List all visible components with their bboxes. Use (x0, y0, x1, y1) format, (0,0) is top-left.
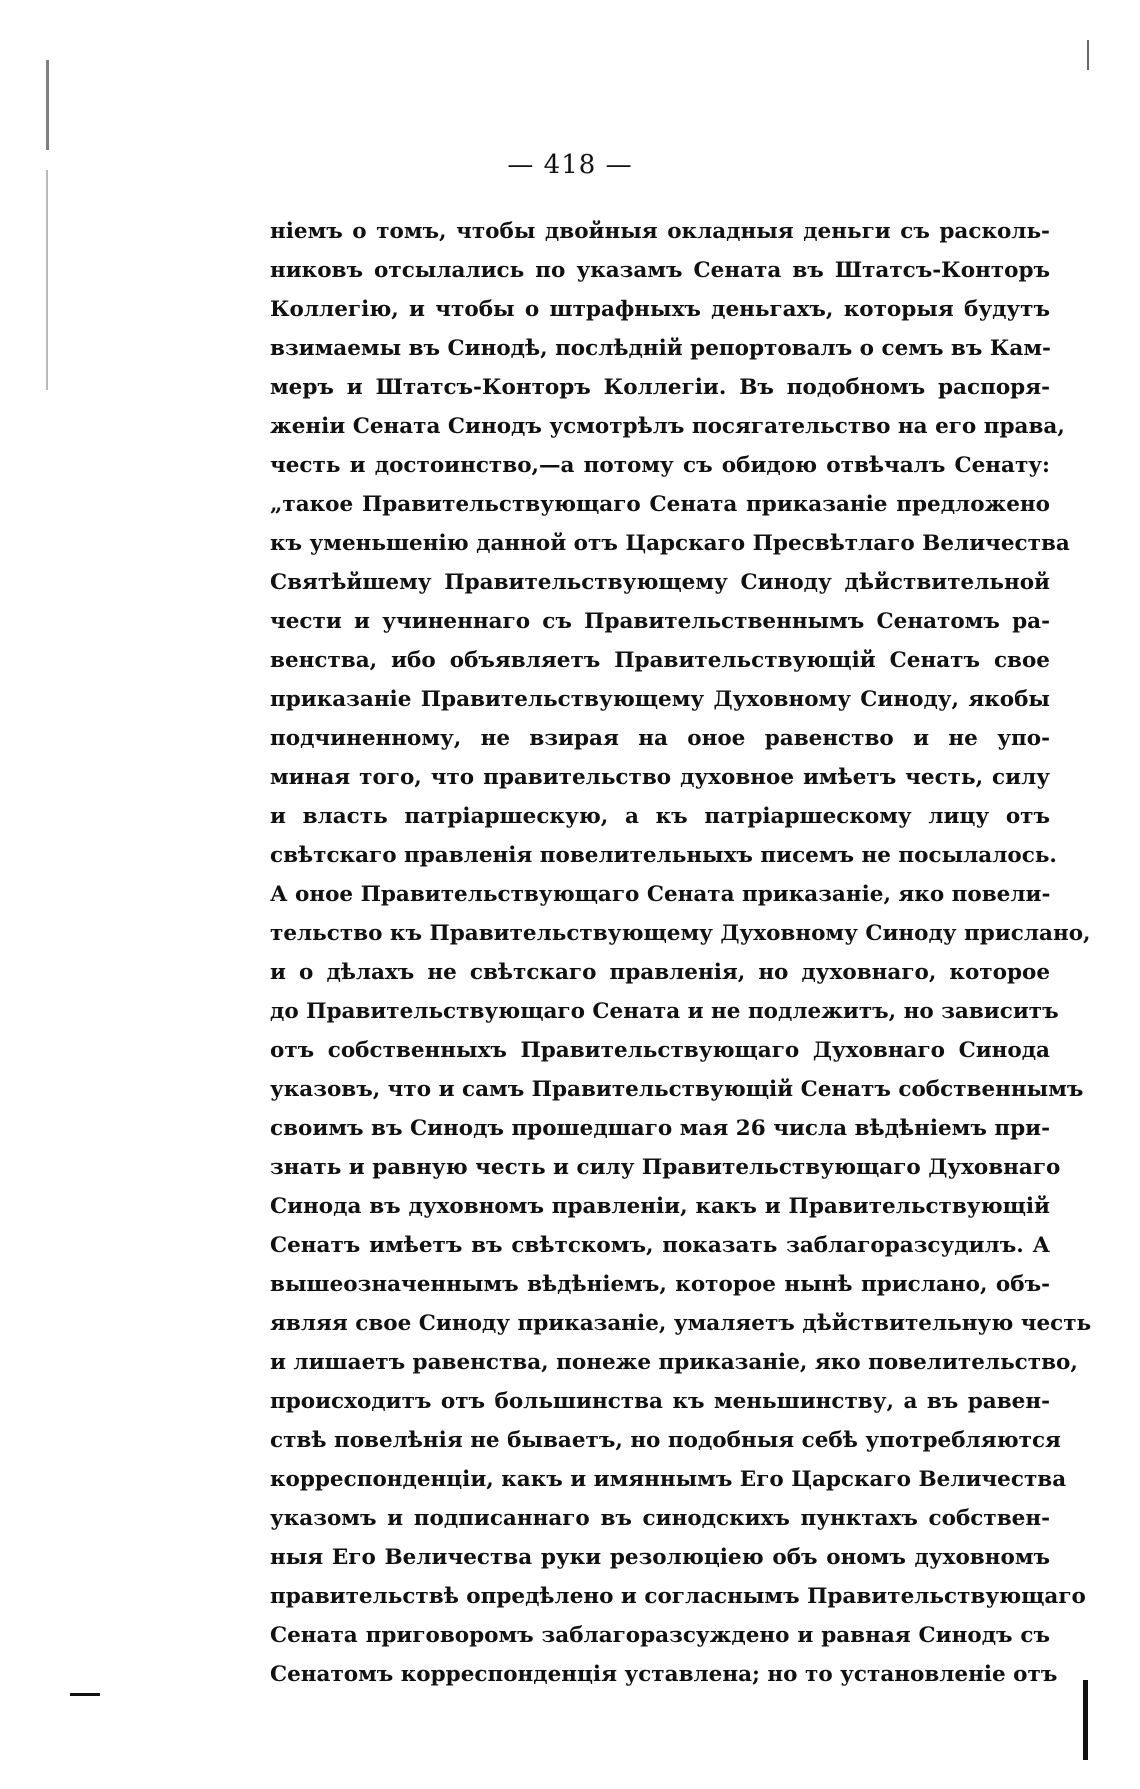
text-line: правительствѣ опредѣлено и согласнымъ Правительствующаго (270, 1584, 1086, 1609)
text-line: до Правительствующаго Сената и не подлежитъ, но зависитъ (270, 999, 1059, 1024)
scan-edge-right (1087, 40, 1089, 70)
text-line: корреспонденціи, какъ и имяннымъ Его Царскаго Величества (270, 1467, 1067, 1492)
text-line: являя свое Синоду приказаніе, умаляетъ дѣйствительную честь (270, 1311, 1092, 1336)
text-line: приказаніе Правительствующему Духовному Синоду, якобы (270, 687, 1050, 712)
text-line: и лишаетъ равенства, понеже приказаніе, яко повелительство, (270, 1350, 1078, 1375)
text-line: Святѣйшему Правительствующему Синоду дѣйствительной (270, 570, 1050, 595)
text-line: происходитъ отъ большинства къ меньшинству, а въ равен- (270, 1389, 1050, 1414)
scan-dash-bottom (70, 1693, 100, 1696)
scan-edge-left-faint (46, 170, 48, 390)
text-line: Коллегію, и чтобы о штрафныхъ деньгахъ, которыя будутъ (270, 297, 1050, 322)
text-line: „такое Правительствующаго Сената приказаніе предложено (270, 492, 1050, 517)
text-line: Сенатомъ корреспонденція уставлена; но то установленіе отъ (270, 1662, 1058, 1687)
text-line: своимъ въ Синодъ прошедшаго мая 26 числа вѣдѣніемъ при- (270, 1116, 1050, 1141)
text-line: Сената приговоромъ заблагоразсуждено и равная Синодъ съ (270, 1623, 1050, 1648)
text-line: и о дѣлахъ не свѣтскаго правленія, но духовнаго, которое (270, 960, 1050, 985)
text-line: меръ и Штатсъ-Конторъ Коллегіи. Въ подобномъ распоря- (270, 375, 1050, 400)
text-line: знать и равную честь и силу Правительствующаго Духовнаго (270, 1155, 1061, 1180)
text-line: А оное Правительствующаго Сената приказаніе, яко повели- (270, 882, 1051, 907)
text-line: къ уменьшенію данной отъ Царскаго Пресвѣтлаго Величества (270, 531, 1070, 556)
text-line: указовъ, что и самъ Правительствующій Сенатъ собственнымъ (270, 1077, 1084, 1102)
text-line: тельство къ Правительствующему Духовному Синоду прислано, (270, 921, 1091, 946)
text-line: взимаемы въ Синодѣ, послѣдній репортовалъ о семъ въ Кам- (270, 336, 1051, 361)
text-line: указомъ и подписаннаго въ синодскихъ пунктахъ собствен- (270, 1506, 1050, 1531)
text-line: ніемъ о томъ, чтобы двойныя окладныя деньги съ расколь- (270, 219, 1050, 244)
scan-edge-left (46, 60, 49, 150)
text-line: чести и учиненнаго съ Правительственнымъ Сенатомъ ра- (270, 609, 1050, 634)
text-line: ныя Его Величества руки резолюціею объ ономъ духовномъ (270, 1545, 1050, 1570)
text-line: ствѣ повелѣнія не бываетъ, но подобныя себѣ употребляются (270, 1428, 1061, 1453)
page-number: — 418 — (507, 150, 633, 180)
text-line: женіи Сената Синодъ усмотрѣлъ посягательство на его права, (270, 414, 1065, 439)
text-line: венства, ибо объявляетъ Правительствующій Сенатъ свое (270, 648, 1050, 673)
text-line: Синода въ духовномъ правленіи, какъ и Правительствующій (270, 1194, 1050, 1219)
text-line: вышеозначеннымъ вѣдѣніемъ, которое нынѣ прислано, объ- (270, 1272, 1050, 1297)
text-line: никовъ отсылались по указамъ Сената въ Штатсъ-Конторъ (270, 258, 1050, 283)
scan-edge-right-bottom (1083, 1680, 1088, 1760)
text-line: отъ собственныхъ Правительствующаго Духовнаго Синода (270, 1038, 1050, 1063)
text-line: подчиненному, не взирая на оное равенство и не упо- (270, 726, 1050, 751)
text-line: свѣтскаго правленія повелительныхъ писемъ не посылалось. (270, 843, 1057, 868)
text-line: Сенатъ имѣетъ въ свѣтскомъ, показать заблагоразсудилъ. А (270, 1233, 1050, 1258)
text-line: миная того, что правительство духовное имѣетъ честь, силу (270, 765, 1050, 790)
text-body (270, 212, 1092, 1694)
text-line: и власть патріаршескую, а къ патріаршескому лицу отъ (270, 804, 1050, 829)
text-line: честь и достоинство,—а потому съ обидою отвѣчалъ Сенату: (270, 453, 1050, 478)
